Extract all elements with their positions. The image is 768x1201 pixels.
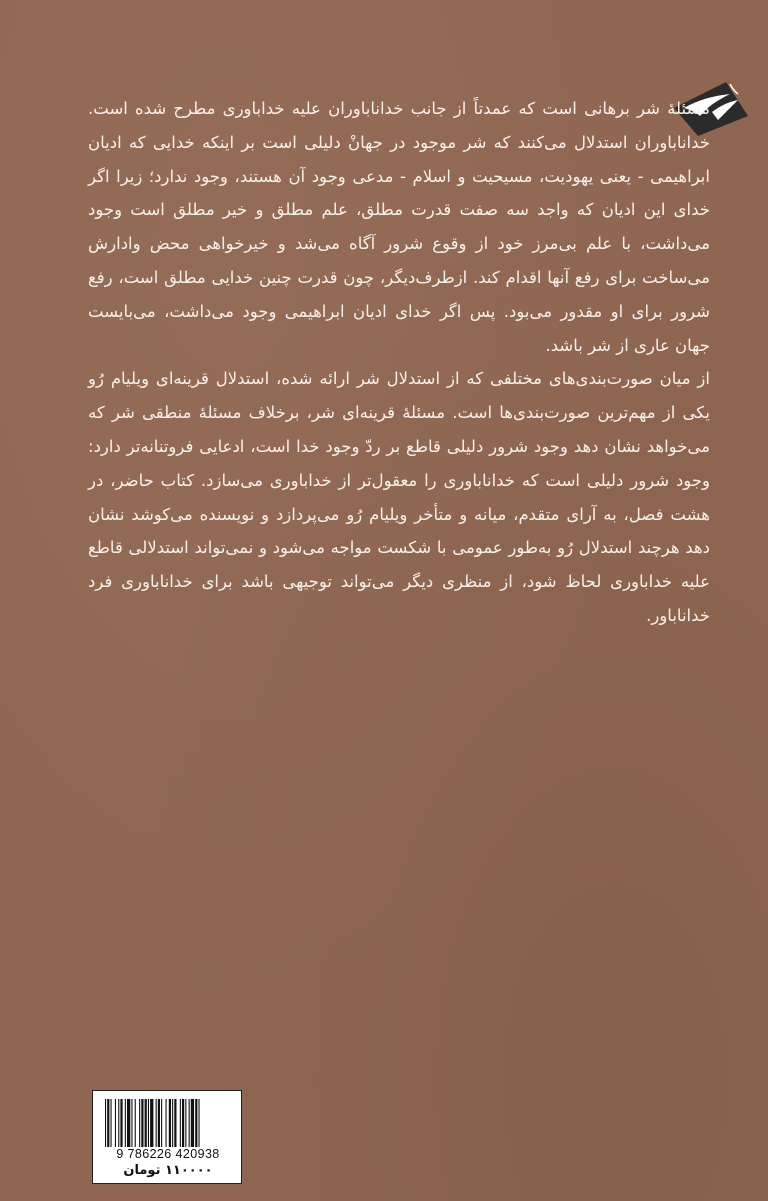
barcode-bar <box>180 1099 181 1147</box>
barcode-bar <box>166 1099 167 1147</box>
description-paragraph: مسئلهٔ شر برهانی است که عمدتاً از جانب خداناباوران علیه خداباوری مطرح شده است. خداناباوران استدلال می‌کنند که شر موجود در جهانْ دلیلی است بر اینکه خدایی که ادیان ابراهیمی - یعنی یهودیت، مسیحیت و اسلام - مدعی وجود آن هستند، وجود ندارد؛ زیرا اگر خدای این ادیان که واجد سه صفت قدرت مطلق، علم مطلق و خیر مطلق است وجود می‌داشت، با علم بی‌مرز خود از وقوع شرور آگاه می‌شد و خیرخواهی محض وادارش می‌ساخت برای رفع آنها اقدام کند. ازطرف‌دیگر، چون قدرت چنین خدایی مطلق است، رفع شرور برای او مقدور می‌بود. پس اگر خدای ادیان ابراهیمی وجود می‌داشت، می‌بایست جهان عاری از شر باشد. <box>88 99 710 355</box>
barcode-bar <box>115 1099 116 1147</box>
barcode-bar <box>148 1099 149 1147</box>
barcode-bar <box>107 1099 109 1147</box>
barcode-bar <box>139 1099 140 1147</box>
barcode-bar <box>118 1099 119 1147</box>
barcode-bar <box>195 1099 197 1147</box>
barcode-bar <box>182 1099 184 1147</box>
barcode-bar <box>150 1099 153 1147</box>
back-cover-description <box>88 92 710 633</box>
barcode-bar <box>156 1099 157 1147</box>
barcode-bars <box>105 1099 231 1147</box>
barcode-bar <box>145 1099 147 1147</box>
isbn-barcode-label <box>92 1090 242 1184</box>
barcode-bar <box>111 1099 112 1147</box>
barcode-bar <box>161 1099 162 1147</box>
barcode-bar <box>141 1099 143 1147</box>
barcode-bar <box>127 1099 130 1147</box>
barcode-bar <box>191 1099 194 1147</box>
barcode-bar <box>135 1099 136 1147</box>
barcode-bar <box>172 1099 173 1147</box>
barcode-bar <box>120 1099 122 1147</box>
barcode-bar <box>105 1099 106 1147</box>
barcode-bar <box>131 1099 132 1147</box>
barcode-bar <box>189 1099 190 1147</box>
barcode-bar <box>199 1099 200 1147</box>
isbn-number: 9 786226 420938 <box>116 1147 220 1161</box>
barcode-bar <box>158 1099 160 1147</box>
barcode-bar <box>185 1099 186 1147</box>
price-label: ۱۱۰۰۰۰ تومان <box>123 1163 213 1178</box>
description-paragraph: از میان صورت‌بندی‌های مختلفی که از استدلال شر ارائه شده، استدلال قرینه‌ای ویلیام رُو یکی از مهم‌ترین صورت‌بندی‌ها است. مسئلهٔ قرینه‌ای شر، برخلاف مسئلهٔ منطقی شر که می‌خواهد نشان دهد وجود شرور دلیلی قاطع بر ردّ وجود خدا است، ادعایی فروتنانه‌تر دارد: وجود شرور دلیلی است که خداناباوری را معقول‌تر از خداباوری می‌سازد. کتاب حاضر، در هشت فصل، به آرای متقدم، میانه و متأخر ویلیام رُو می‌پردازد و نویسنده می‌کوشد نشان دهد هرچند استدلال رُو به‌طور عمومی با شکست مواجه می‌شود و نمی‌تواند استدلالی قاطع علیه خداباوری لحاظ شود، از منظری دیگر می‌تواند توجیهی باشد برای خداناباوری فرد خداناباور. <box>88 369 710 625</box>
barcode-bar <box>169 1099 171 1147</box>
barcode-bar <box>125 1099 126 1147</box>
barcode-bar <box>174 1099 176 1147</box>
